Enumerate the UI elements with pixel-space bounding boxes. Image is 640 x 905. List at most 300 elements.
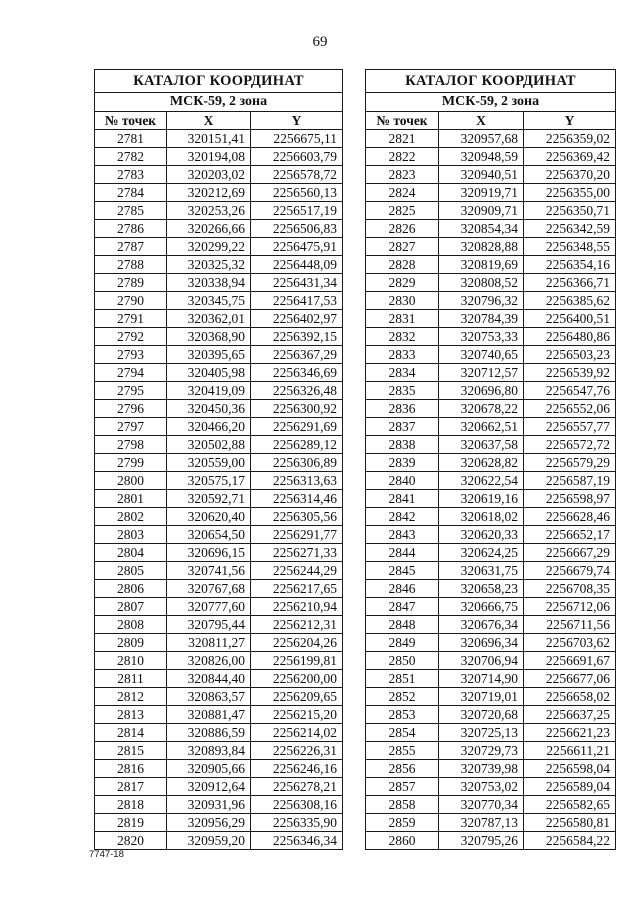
cell-x: 320712,57 — [439, 364, 524, 382]
table-row — [95, 724, 343, 742]
cell-y: 2256621,23 — [524, 724, 616, 742]
cell-x: 320808,52 — [439, 274, 524, 292]
cell-y: 2256603,79 — [251, 148, 343, 166]
cell-y: 2256289,12 — [251, 436, 343, 454]
cell-point-number: 2836 — [366, 400, 439, 418]
cell-y: 2256539,92 — [524, 364, 616, 382]
column-header-y: Y — [251, 112, 343, 130]
cell-y: 2256244,29 — [251, 562, 343, 580]
cell-point-number: 2825 — [366, 202, 439, 220]
table-row — [95, 202, 343, 220]
coordinate-catalog-table-left — [94, 69, 343, 850]
table-row — [95, 472, 343, 490]
cell-point-number: 2828 — [366, 256, 439, 274]
table-row — [366, 598, 616, 616]
cell-point-number: 2860 — [366, 832, 439, 850]
cell-y: 2256703,62 — [524, 634, 616, 652]
cell-point-number: 2783 — [95, 166, 167, 184]
cell-x: 320338,94 — [167, 274, 251, 292]
cell-point-number: 2856 — [366, 760, 439, 778]
cell-x: 320811,27 — [167, 634, 251, 652]
catalog-zone: МСК-59, 2 зона — [95, 93, 343, 112]
cell-y: 2256300,92 — [251, 400, 343, 418]
cell-point-number: 2787 — [95, 238, 167, 256]
table-row — [366, 544, 616, 562]
cell-x: 320620,40 — [167, 508, 251, 526]
table-row — [95, 670, 343, 688]
cell-y: 2256359,02 — [524, 130, 616, 148]
cell-y: 2256611,21 — [524, 742, 616, 760]
cell-y: 2256584,22 — [524, 832, 616, 850]
table-row — [95, 778, 343, 796]
table-row — [95, 418, 343, 436]
cell-x: 320753,33 — [439, 328, 524, 346]
cell-y: 2256367,29 — [251, 346, 343, 364]
table-row — [95, 490, 343, 508]
cell-x: 320618,02 — [439, 508, 524, 526]
table-row — [366, 562, 616, 580]
cell-y: 2256346,69 — [251, 364, 343, 382]
cell-point-number: 2788 — [95, 256, 167, 274]
cell-x: 320739,98 — [439, 760, 524, 778]
table-row — [95, 832, 343, 850]
cell-y: 2256552,06 — [524, 400, 616, 418]
cell-y: 2256326,48 — [251, 382, 343, 400]
cell-y: 2256366,71 — [524, 274, 616, 292]
cell-x: 320854,34 — [439, 220, 524, 238]
table-row — [366, 706, 616, 724]
cell-point-number: 2830 — [366, 292, 439, 310]
cell-y: 2256503,23 — [524, 346, 616, 364]
cell-point-number: 2817 — [95, 778, 167, 796]
table-row — [366, 418, 616, 436]
cell-y: 2256342,59 — [524, 220, 616, 238]
cell-point-number: 2839 — [366, 454, 439, 472]
cell-y: 2256517,19 — [251, 202, 343, 220]
cell-point-number: 2809 — [95, 634, 167, 652]
table-row — [95, 184, 343, 202]
cell-x: 320919,71 — [439, 184, 524, 202]
cell-x: 320767,68 — [167, 580, 251, 598]
cell-x: 320905,66 — [167, 760, 251, 778]
cell-point-number: 2857 — [366, 778, 439, 796]
table-row — [95, 598, 343, 616]
cell-point-number: 2840 — [366, 472, 439, 490]
cell-point-number: 2808 — [95, 616, 167, 634]
cell-point-number: 2803 — [95, 526, 167, 544]
table-row — [366, 670, 616, 688]
cell-point-number: 2842 — [366, 508, 439, 526]
cell-x: 320253,26 — [167, 202, 251, 220]
cell-y: 2256572,72 — [524, 436, 616, 454]
cell-y: 2256598,97 — [524, 490, 616, 508]
table-row — [95, 616, 343, 634]
cell-y: 2256217,65 — [251, 580, 343, 598]
cell-y: 2256589,04 — [524, 778, 616, 796]
cell-x: 320819,69 — [439, 256, 524, 274]
cell-x: 320844,40 — [167, 670, 251, 688]
cell-point-number: 2846 — [366, 580, 439, 598]
cell-x: 320956,29 — [167, 814, 251, 832]
table-row — [366, 760, 616, 778]
column-header-y: Y — [524, 112, 616, 130]
cell-point-number: 2834 — [366, 364, 439, 382]
cell-point-number: 2826 — [366, 220, 439, 238]
cell-x: 320784,39 — [439, 310, 524, 328]
cell-x: 320881,47 — [167, 706, 251, 724]
table-row — [95, 364, 343, 382]
cell-point-number: 2793 — [95, 346, 167, 364]
cell-y: 2256354,16 — [524, 256, 616, 274]
cell-y: 2256385,62 — [524, 292, 616, 310]
cell-point-number: 2835 — [366, 382, 439, 400]
cell-x: 320628,82 — [439, 454, 524, 472]
cell-y: 2256335,90 — [251, 814, 343, 832]
cell-x: 320795,26 — [439, 832, 524, 850]
cell-point-number: 2789 — [95, 274, 167, 292]
cell-y: 2256637,25 — [524, 706, 616, 724]
cell-y: 2256308,16 — [251, 796, 343, 814]
cell-point-number: 2818 — [95, 796, 167, 814]
table-row — [366, 292, 616, 310]
cell-x: 320770,34 — [439, 796, 524, 814]
catalog-body — [366, 130, 616, 850]
table-row — [366, 832, 616, 850]
column-header-x: X — [167, 112, 251, 130]
cell-x: 320405,98 — [167, 364, 251, 382]
cell-y: 2256679,74 — [524, 562, 616, 580]
cell-point-number: 2807 — [95, 598, 167, 616]
cell-x: 320203,02 — [167, 166, 251, 184]
table-row — [95, 742, 343, 760]
table-row — [95, 652, 343, 670]
catalog-title: КАТАЛОГ КООРДИНАТ — [366, 70, 616, 93]
page-number: 69 — [312, 34, 328, 50]
cell-y: 2256475,91 — [251, 238, 343, 256]
table-row — [366, 454, 616, 472]
cell-y: 2256246,16 — [251, 760, 343, 778]
cell-x: 320620,33 — [439, 526, 524, 544]
cell-point-number: 2784 — [95, 184, 167, 202]
table-row — [95, 760, 343, 778]
cell-y: 2256628,46 — [524, 508, 616, 526]
cell-point-number: 2786 — [95, 220, 167, 238]
table-row — [95, 580, 343, 598]
column-header-point-number: № точек — [95, 112, 167, 130]
cell-x: 320740,65 — [439, 346, 524, 364]
cell-point-number: 2806 — [95, 580, 167, 598]
column-header-point-number: № точек — [366, 112, 439, 130]
catalog-zone: МСК-59, 2 зона — [366, 93, 616, 112]
table-row — [366, 472, 616, 490]
cell-y: 2256305,56 — [251, 508, 343, 526]
table-row — [366, 328, 616, 346]
table-row — [366, 274, 616, 292]
cell-y: 2256712,06 — [524, 598, 616, 616]
cell-x: 320575,17 — [167, 472, 251, 490]
cell-x: 320706,94 — [439, 652, 524, 670]
cell-y: 2256675,11 — [251, 130, 343, 148]
cell-y: 2256547,76 — [524, 382, 616, 400]
table-row — [95, 688, 343, 706]
cell-x: 320909,71 — [439, 202, 524, 220]
cell-point-number: 2822 — [366, 148, 439, 166]
cell-point-number: 2797 — [95, 418, 167, 436]
catalog-body — [95, 130, 343, 850]
cell-y: 2256200,00 — [251, 670, 343, 688]
table-row — [95, 526, 343, 544]
cell-point-number: 2795 — [95, 382, 167, 400]
cell-point-number: 2781 — [95, 130, 167, 148]
table-row — [366, 580, 616, 598]
table-row — [95, 166, 343, 184]
table-row — [95, 634, 343, 652]
table-row — [366, 220, 616, 238]
cell-y: 2256210,94 — [251, 598, 343, 616]
table-row — [366, 184, 616, 202]
cell-y: 2256271,33 — [251, 544, 343, 562]
table-row — [95, 382, 343, 400]
cell-x: 320696,15 — [167, 544, 251, 562]
table-row — [366, 130, 616, 148]
cell-x: 320787,13 — [439, 814, 524, 832]
table-row — [366, 256, 616, 274]
cell-y: 2256557,77 — [524, 418, 616, 436]
table-row — [95, 220, 343, 238]
cell-point-number: 2794 — [95, 364, 167, 382]
cell-x: 320345,75 — [167, 292, 251, 310]
cell-point-number: 2845 — [366, 562, 439, 580]
table-row — [95, 454, 343, 472]
cell-x: 320299,22 — [167, 238, 251, 256]
cell-x: 320419,09 — [167, 382, 251, 400]
table-row — [366, 310, 616, 328]
cell-x: 320559,00 — [167, 454, 251, 472]
cell-point-number: 2852 — [366, 688, 439, 706]
cell-point-number: 2849 — [366, 634, 439, 652]
cell-x: 320266,66 — [167, 220, 251, 238]
table-row — [366, 616, 616, 634]
cell-x: 320777,60 — [167, 598, 251, 616]
table-row — [95, 274, 343, 292]
cell-y: 2256313,63 — [251, 472, 343, 490]
cell-point-number: 2816 — [95, 760, 167, 778]
cell-x: 320940,51 — [439, 166, 524, 184]
cell-point-number: 2811 — [95, 670, 167, 688]
cell-x: 320931,96 — [167, 796, 251, 814]
cell-x: 320622,54 — [439, 472, 524, 490]
cell-y: 2256448,09 — [251, 256, 343, 274]
cell-point-number: 2802 — [95, 508, 167, 526]
cell-y: 2256212,31 — [251, 616, 343, 634]
cell-x: 320658,23 — [439, 580, 524, 598]
cell-x: 320696,80 — [439, 382, 524, 400]
cell-y: 2256369,42 — [524, 148, 616, 166]
cell-x: 320912,64 — [167, 778, 251, 796]
cell-x: 320948,59 — [439, 148, 524, 166]
cell-point-number: 2819 — [95, 814, 167, 832]
cell-y: 2256677,06 — [524, 670, 616, 688]
cell-y: 2256215,20 — [251, 706, 343, 724]
table-row — [95, 508, 343, 526]
cell-point-number: 2815 — [95, 742, 167, 760]
cell-point-number: 2792 — [95, 328, 167, 346]
cell-y: 2256278,21 — [251, 778, 343, 796]
cell-y: 2256291,69 — [251, 418, 343, 436]
cell-y: 2256214,02 — [251, 724, 343, 742]
table-row — [95, 706, 343, 724]
cell-point-number: 2841 — [366, 490, 439, 508]
cell-y: 2256708,35 — [524, 580, 616, 598]
table-row — [366, 526, 616, 544]
cell-x: 320678,22 — [439, 400, 524, 418]
cell-y: 2256652,17 — [524, 526, 616, 544]
cell-x: 320753,02 — [439, 778, 524, 796]
cell-y: 2256582,65 — [524, 796, 616, 814]
cell-point-number: 2843 — [366, 526, 439, 544]
table-row — [366, 166, 616, 184]
cell-point-number: 2800 — [95, 472, 167, 490]
cell-point-number: 2844 — [366, 544, 439, 562]
cell-point-number: 2814 — [95, 724, 167, 742]
cell-x: 320826,00 — [167, 652, 251, 670]
cell-x: 320696,34 — [439, 634, 524, 652]
cell-x: 320725,13 — [439, 724, 524, 742]
cell-y: 2256392,15 — [251, 328, 343, 346]
cell-y: 2256598,04 — [524, 760, 616, 778]
cell-point-number: 2847 — [366, 598, 439, 616]
cell-y: 2256400,51 — [524, 310, 616, 328]
cell-point-number: 2827 — [366, 238, 439, 256]
cell-x: 320325,32 — [167, 256, 251, 274]
table-row — [95, 256, 343, 274]
cell-point-number: 2848 — [366, 616, 439, 634]
document-code: 7747-18 — [89, 849, 124, 860]
cell-x: 320714,90 — [439, 670, 524, 688]
table-row — [95, 436, 343, 454]
cell-y: 2256346,34 — [251, 832, 343, 850]
cell-x: 320395,65 — [167, 346, 251, 364]
cell-x: 320720,68 — [439, 706, 524, 724]
catalog-title: КАТАЛОГ КООРДИНАТ — [95, 70, 343, 93]
cell-point-number: 2812 — [95, 688, 167, 706]
cell-point-number: 2851 — [366, 670, 439, 688]
table-row — [366, 796, 616, 814]
cell-y: 2256579,29 — [524, 454, 616, 472]
table-row — [366, 634, 616, 652]
cell-y: 2256306,89 — [251, 454, 343, 472]
cell-point-number: 2796 — [95, 400, 167, 418]
table-row — [95, 814, 343, 832]
cell-y: 2256199,81 — [251, 652, 343, 670]
cell-point-number: 2858 — [366, 796, 439, 814]
cell-y: 2256314,46 — [251, 490, 343, 508]
cell-x: 320662,51 — [439, 418, 524, 436]
cell-point-number: 2791 — [95, 310, 167, 328]
table-row — [366, 724, 616, 742]
cell-x: 320637,58 — [439, 436, 524, 454]
table-row — [366, 436, 616, 454]
cell-y: 2256578,72 — [251, 166, 343, 184]
cell-point-number: 2853 — [366, 706, 439, 724]
cell-x: 320741,56 — [167, 562, 251, 580]
cell-x: 320666,75 — [439, 598, 524, 616]
cell-x: 320957,68 — [439, 130, 524, 148]
cell-x: 320828,88 — [439, 238, 524, 256]
cell-point-number: 2854 — [366, 724, 439, 742]
table-row — [366, 202, 616, 220]
cell-y: 2256348,55 — [524, 238, 616, 256]
cell-y: 2256417,53 — [251, 292, 343, 310]
cell-point-number: 2821 — [366, 130, 439, 148]
cell-point-number: 2850 — [366, 652, 439, 670]
cell-point-number: 2829 — [366, 274, 439, 292]
cell-point-number: 2823 — [366, 166, 439, 184]
cell-y: 2256355,00 — [524, 184, 616, 202]
cell-y: 2256667,29 — [524, 544, 616, 562]
cell-point-number: 2799 — [95, 454, 167, 472]
cell-y: 2256431,34 — [251, 274, 343, 292]
cell-point-number: 2824 — [366, 184, 439, 202]
cell-x: 320151,41 — [167, 130, 251, 148]
table-row — [95, 328, 343, 346]
table-row — [95, 796, 343, 814]
table-row — [95, 544, 343, 562]
column-header-x: X — [439, 112, 524, 130]
cell-y: 2256658,02 — [524, 688, 616, 706]
cell-y: 2256291,77 — [251, 526, 343, 544]
table-row — [95, 148, 343, 166]
cell-point-number: 2798 — [95, 436, 167, 454]
cell-x: 320631,75 — [439, 562, 524, 580]
cell-point-number: 2805 — [95, 562, 167, 580]
cell-point-number: 2831 — [366, 310, 439, 328]
table-row — [366, 778, 616, 796]
cell-point-number: 2820 — [95, 832, 167, 850]
cell-x: 320619,16 — [439, 490, 524, 508]
cell-x: 320796,32 — [439, 292, 524, 310]
table-row — [366, 814, 616, 832]
table-row — [366, 742, 616, 760]
cell-point-number: 2785 — [95, 202, 167, 220]
cell-x: 320466,20 — [167, 418, 251, 436]
table-row — [95, 400, 343, 418]
table-row — [95, 292, 343, 310]
cell-y: 2256226,31 — [251, 742, 343, 760]
cell-x: 320502,88 — [167, 436, 251, 454]
cell-point-number: 2782 — [95, 148, 167, 166]
table-row — [366, 346, 616, 364]
cell-y: 2256209,65 — [251, 688, 343, 706]
cell-point-number: 2832 — [366, 328, 439, 346]
cell-y: 2256480,86 — [524, 328, 616, 346]
cell-x: 320450,36 — [167, 400, 251, 418]
table-row — [95, 238, 343, 256]
cell-point-number: 2833 — [366, 346, 439, 364]
table-row — [95, 562, 343, 580]
cell-x: 320676,34 — [439, 616, 524, 634]
cell-y: 2256711,56 — [524, 616, 616, 634]
cell-x: 320886,59 — [167, 724, 251, 742]
cell-y: 2256580,81 — [524, 814, 616, 832]
cell-point-number: 2837 — [366, 418, 439, 436]
table-row — [366, 490, 616, 508]
cell-point-number: 2801 — [95, 490, 167, 508]
cell-y: 2256506,83 — [251, 220, 343, 238]
cell-y: 2256560,13 — [251, 184, 343, 202]
cell-x: 320729,73 — [439, 742, 524, 760]
coordinate-catalog-table-right — [365, 69, 616, 850]
